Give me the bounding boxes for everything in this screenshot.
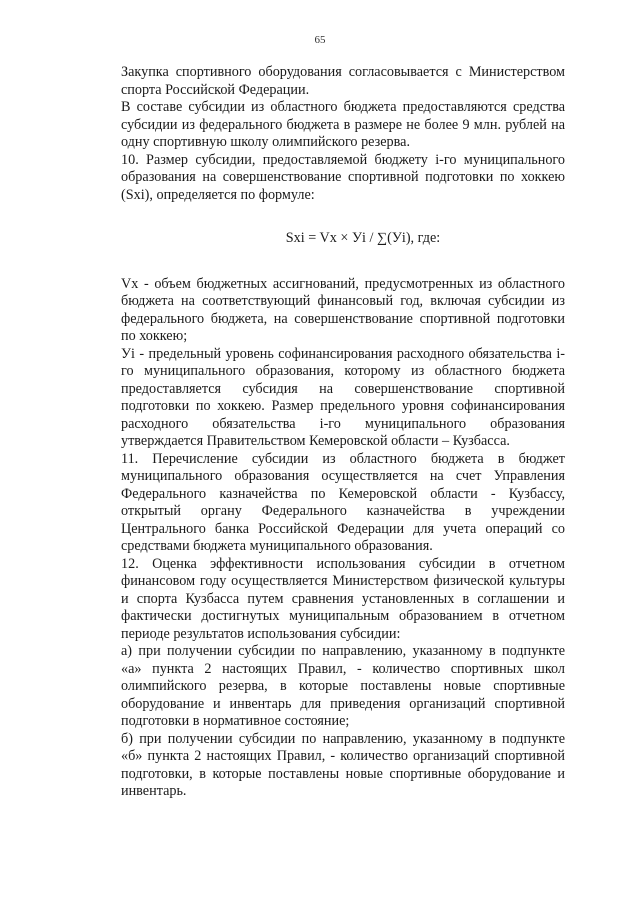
- paragraph-item-11: 11. Перечисление субсидии из областного бюджета в бюджет муниципального образования осуществляется на счет Управления Федерального казначейства по Кемеровской области - Кузбассу, открытый органу Федерального казначейства в учреждении Центрального банка Российской Федерации для учета операций со средствами бюджета муниципального образования.: [121, 450, 565, 554]
- paragraph-item-10: 10. Размер субсидии, предоставляемой бюджету i-го муниципального образования на совершенствование спортивной подготовки по хоккею (Sxi), определяется по формуле:: [121, 151, 565, 203]
- paragraph-subitem-a: а) при получении субсидии по направлению, указанному в подпункте «а» пункта 2 настоящих Правил, - количество спортивных школ олимпийского резерва, в которые поставлены новые спортивные оборудование и инвентарь для приведения организаций спортивной подготовки в нормативное состояние;: [121, 643, 565, 729]
- paragraph-procurement: Закупка спортивного оборудования согласовывается с Министерством спорта Российской Федерации.: [121, 64, 565, 98]
- page-number: 65: [314, 34, 326, 46]
- paragraph-definition-yi: Уi - предельный уровень софинансирования расходного обязательства i-го муниципального образования, которому из областного бюджета предоставляется субсидия на совершенствование спортивной подготовки по хоккею. Размер предельного уровня софинансирования расходного обязательства i-го муниципального образования утверждается Правительством Кемеровской области – Кузбасса.: [121, 345, 565, 449]
- paragraph-definition-vx: Vx - объем бюджетных ассигнований, предусмотренных из областного бюджета на соответствующий финансовый год, включая субсидии из федерального бюджета, на совершенствование спортивной подготовки по хоккею;: [121, 275, 565, 344]
- paragraph-federal-subsidy: В составе субсидии из областного бюджета предоставляются средства субсидии из федерального бюджета в размере не более 9 млн. рублей на одну спортивную школу олимпийского резерва.: [121, 99, 565, 150]
- paragraph-item-12: 12. Оценка эффективности использования субсидии в отчетном финансовом году осуществляется Министерством физической культуры и спорта Кузбасса путем сравнения установленных в соглашении и фактически достигнутых муниципальным образованием в отчетном периоде результатов использования субсидии:: [121, 555, 565, 642]
- formula: Sxi = Vx × Уi / ∑(Уi), где:: [285, 230, 441, 246]
- document-body: [121, 64, 565, 801]
- paragraph-subitem-b: б) при получении субсидии по направлению, указанному в подпункте «б» пункта 2 настоящих Правил, - количество организаций спортивной подготовки, в которые поставлены новые спортивные оборудование и инвентарь.: [121, 730, 565, 799]
